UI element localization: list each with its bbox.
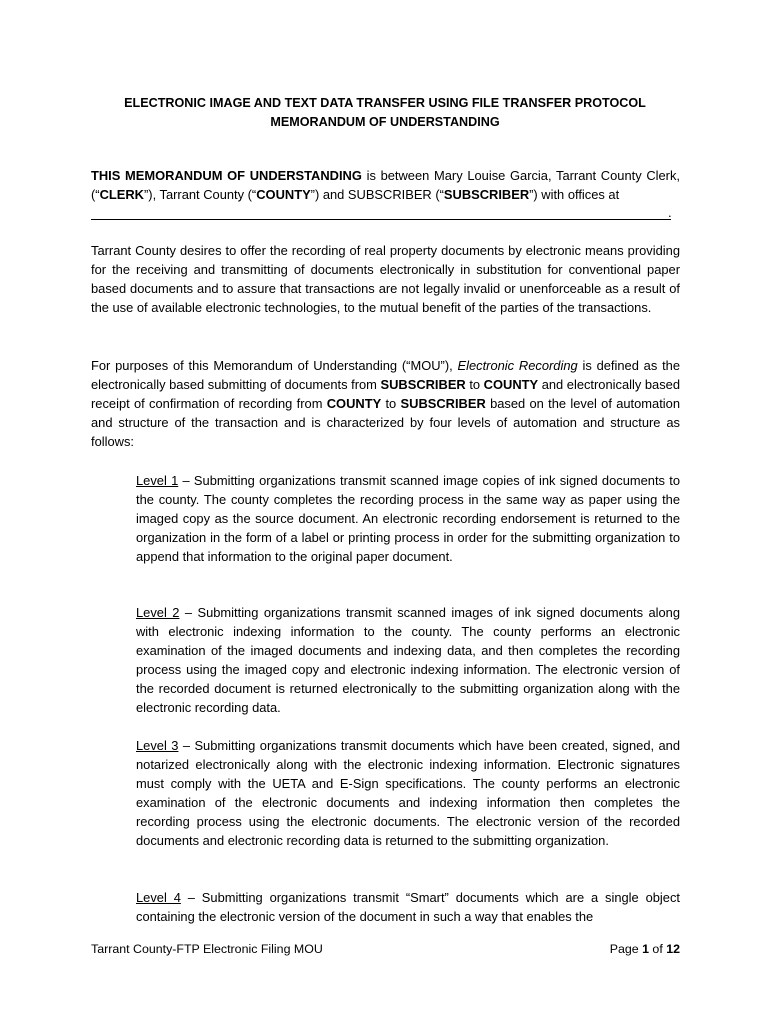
level-1-text: – Submitting organizations transmit scanned image copies of ink signed documents to the county. The county completes the recording process in the same way as paper using the imaged copy as the source document. An electronic recording endorsement is returned to the organization in the form of a label or printing process in order for the submitting organization to append that information to the original paper document. [136,473,680,564]
address-period: . [668,205,672,220]
p2-subscriber-1: SUBSCRIBER [380,377,466,392]
level-2-label: Level 2 [136,605,180,620]
level-3-paragraph [136,736,680,850]
level-2-text: – Submitting organizations transmit scanned images of ink signed documents along with electronic indexing information to the county. The county performs an electronic examination of the imaged documents and indexing data, and then completes the recording process using the imaged copy and electronic indexing information. The electronic version of the recorded document is returned electronically to the submitting organization along with the electronic recording data. [136,605,680,715]
paragraph-2 [91,356,680,451]
paragraph-1: Tarrant County desires to offer the recording of real property documents by electronic means providing for the receiving and transmitting of documents electronically in substitution for conventional paper based documents and to assure that transactions are not legally invalid or unenforceable as a result of the use of available electronic technologies, to the mutual benefit of the parties of the transactions. [91,243,680,315]
p2-text-f: based on the level of automation and structure of the transaction and is characterized by four levels of automation and structure as follows: [91,396,680,449]
level-4-text: – Submitting organizations transmit “Smart” documents which are a single object containing the electronic version of the document in such a way that enables the [136,890,680,924]
title-line-2: MEMORANDUM OF UNDERSTANDING [270,115,500,129]
intro-paragraph [91,166,680,204]
intro-bold-lead: THIS MEMORANDUM OF UNDERSTANDING [91,168,362,183]
clerk-term: CLERK [99,187,144,202]
p2-text-a: For purposes of this Memorandum of Understanding (“MOU”), [91,358,458,373]
level-4-paragraph [136,888,680,926]
page-prefix: Page [609,942,643,956]
p2-text-d: and electronically based receipt of confirmation of recording from [91,377,681,411]
footer-title: Tarrant County-FTP Electronic Filing MOU [91,942,323,956]
intro-text-3: ”) and SUBSCRIBER (“ [310,187,444,202]
p2-text-c: to [465,377,484,392]
level-1-label: Level 1 [136,473,179,488]
level-4-label: Level 4 [136,890,181,905]
p2-county-1: COUNTY [483,377,539,392]
level-3-text: – Submitting organizations transmit documents which have been created, signed, and notarized electronically along with the electronic indexing information. Electronic signatures must comply with the UETA and E-Sign specifications. The county performs an electronic examination of the electronic documents and indexing information then completes the recording process using the electronic documents. The electronic version of the recorded documents and electronic recording data is returned to the submitting organization. [136,738,680,848]
title-line-1: ELECTRONIC IMAGE AND TEXT DATA TRANSFER USING FILE TRANSFER PROTOCOL [124,96,646,110]
total-pages: 12 [666,942,680,956]
subscriber-term: SUBSCRIBER [443,187,530,202]
p2-text-e: to [381,396,401,411]
intro-text-1: is between Mary Louise Garcia, Tarrant County Clerk, (“ [91,168,680,202]
current-page: 1 [642,942,649,956]
p2-text-b: is defined as the electronically based submitting of documents from [91,358,680,392]
county-term: COUNTY [256,187,311,202]
address-blank-line [91,207,671,220]
intro-text-4: ”) with offices at [529,187,620,202]
page-number [610,940,680,958]
level-1-paragraph [136,471,680,566]
p2-subscriber-2: SUBSCRIBER [400,396,486,411]
p2-electronic-recording-term: Electronic Recording [457,358,578,373]
p2-county-2: COUNTY [326,396,382,411]
level-3-label: Level 3 [136,738,179,753]
page-of: of [648,942,667,956]
level-2-paragraph [136,603,680,717]
document-title [90,94,680,132]
intro-text-2: ”), Tarrant County (“ [144,187,257,202]
